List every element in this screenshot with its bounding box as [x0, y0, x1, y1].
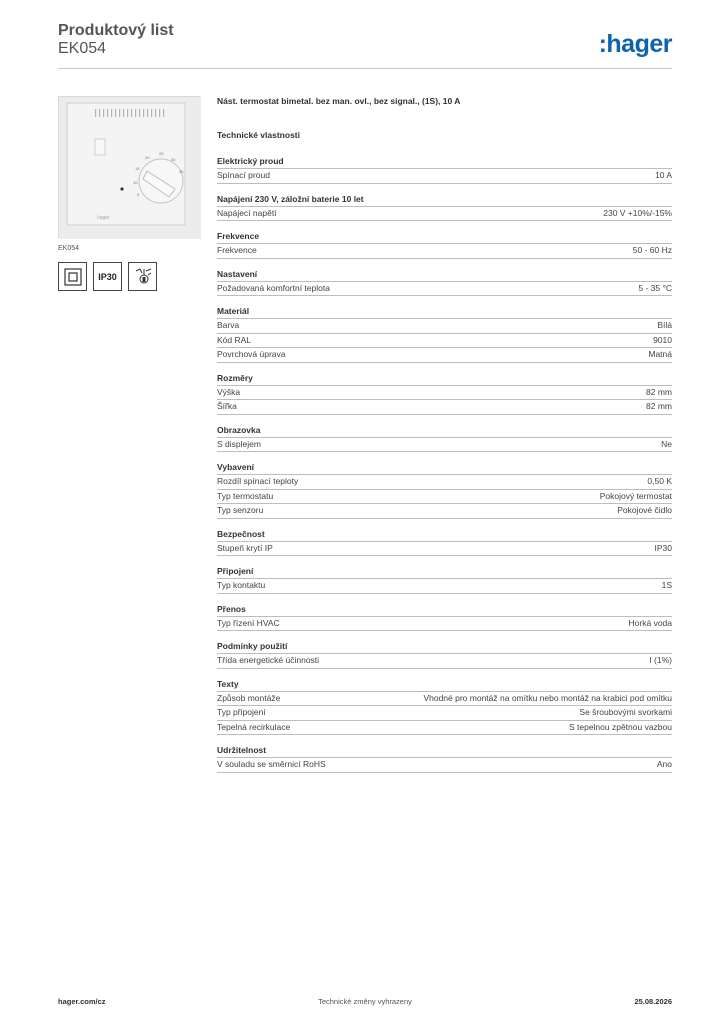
spec-row	[217, 386, 672, 401]
spec-row	[217, 207, 672, 222]
spec-label: Tepelná recirkulace	[217, 721, 291, 732]
spec-value: Horká voda	[628, 617, 672, 628]
section-heading: Technické vlastnosti	[217, 130, 300, 140]
spec-row	[217, 504, 672, 519]
spec-group	[217, 268, 672, 297]
spec-value: 82 mm	[646, 386, 672, 397]
spec-label: Frekvence	[217, 245, 257, 255]
spec-value: IP30	[654, 542, 672, 553]
spec-value: 5 - 35 °C	[638, 282, 672, 293]
class-ii-icon	[58, 262, 87, 291]
image-caption: EK054	[58, 245, 80, 252]
spec-value: S tepelnou zpětnou vazbou	[568, 721, 672, 732]
spec-group	[217, 744, 672, 773]
spec-group	[217, 640, 672, 669]
spec-row	[217, 542, 672, 557]
product-code: EK054	[58, 40, 107, 57]
spec-label: Třída energetické účinnosti	[217, 655, 320, 665]
spec-row	[217, 319, 672, 334]
spec-row	[217, 692, 672, 707]
spec-group-title: Frekvence	[217, 230, 672, 244]
spec-value: Ne	[661, 438, 672, 449]
spec-label: Typ řízení HVAC	[217, 617, 280, 628]
spec-row	[217, 169, 672, 184]
spec-value: 0,50 K	[647, 476, 672, 486]
page-header	[58, 22, 672, 70]
spec-label: Rozdíl spínací teploty	[217, 476, 299, 486]
spec-group-title: Nastavení	[217, 268, 672, 282]
spec-label: Požadovaná komfortní teplota	[217, 282, 330, 293]
spec-group	[217, 565, 672, 594]
spec-value: 230 V +10%/-15%	[603, 207, 672, 218]
page-footer	[58, 997, 672, 1009]
spec-value: Pokojový termostat	[599, 490, 672, 501]
spec-group	[217, 461, 672, 519]
spec-value: Matná	[648, 349, 672, 359]
spec-group	[217, 193, 672, 222]
certification-icons	[58, 262, 157, 291]
spec-group-title: Podmínky použití	[217, 640, 672, 654]
svg-text:hager: hager	[97, 215, 110, 221]
spec-label: Způsob montáže	[217, 692, 281, 703]
spec-group	[217, 678, 672, 736]
spec-label: Typ připojení	[217, 707, 266, 717]
spec-value: Se šroubovými svorkami	[579, 707, 672, 717]
ip30-icon: IP30	[93, 262, 122, 291]
header-divider	[58, 68, 672, 69]
spec-groups	[217, 155, 672, 773]
spec-row	[217, 490, 672, 505]
spec-label: Napájecí napětí	[217, 207, 277, 218]
spec-row	[217, 706, 672, 721]
spec-value: 82 mm	[646, 401, 672, 411]
spec-value: 50 - 60 Hz	[632, 245, 672, 255]
spec-row	[217, 617, 672, 632]
svg-text:15: 15	[135, 166, 140, 171]
spec-group	[217, 155, 672, 184]
spec-label: Šířka	[217, 401, 237, 411]
spec-label: Typ kontaktu	[217, 580, 266, 590]
spec-group-title: Napájení 230 V, záložní baterie 10 let	[217, 193, 672, 207]
spec-label: S displejem	[217, 438, 261, 449]
svg-text:10: 10	[133, 180, 138, 185]
spec-group	[217, 372, 672, 415]
footer-disclaimer: Technické změny vyhrazeny	[318, 997, 412, 1006]
spec-group-title: Připojení	[217, 565, 672, 579]
spec-label: Typ senzoru	[217, 505, 264, 515]
footer-date: 25.08.2026	[634, 997, 672, 1006]
spec-label: Spínací proud	[217, 170, 270, 180]
spec-row	[217, 348, 672, 363]
spec-label: Typ termostatu	[217, 490, 274, 501]
spec-group-title: Obrazovka	[217, 424, 672, 438]
specification-panel	[217, 96, 672, 782]
spec-label: Barva	[217, 320, 240, 330]
spec-value: I (1%)	[649, 655, 672, 665]
spec-group	[217, 305, 672, 363]
spec-label: Výška	[217, 386, 241, 397]
spec-group	[217, 603, 672, 632]
spec-row	[217, 282, 672, 297]
spec-value: Bílá	[657, 320, 672, 330]
hager-logo: :hager	[598, 30, 672, 58]
spec-row	[217, 721, 672, 736]
spec-group-title: Rozměry	[217, 372, 672, 386]
spec-group	[217, 528, 672, 557]
document-title: Produktový list	[58, 22, 174, 39]
spec-group-title: Elektrický proud	[217, 155, 672, 169]
svg-text:30: 30	[171, 157, 176, 162]
spec-group-title: Přenos	[217, 603, 672, 617]
spec-value: Vhodné pro montáž na omítku nebo montáž na krabici pod omítku	[423, 692, 672, 703]
spec-row	[217, 475, 672, 490]
spec-label: Povrchová úprava	[217, 349, 286, 359]
spec-group	[217, 230, 672, 259]
spec-group-title: Vybavení	[217, 461, 672, 475]
footer-website: hager.com/cz	[58, 997, 106, 1006]
spec-row	[217, 244, 672, 259]
spec-label: V souladu se směrnicí RoHS	[217, 759, 326, 769]
spec-group-title: Materiál	[217, 305, 672, 319]
spec-label: Kód RAL	[217, 334, 252, 345]
product-description: Nást. termostat bimetal. bez man. ovl., bez signal., (1S), 10 A	[217, 96, 461, 106]
product-image	[58, 96, 200, 238]
spec-group-title: Bezpečnost	[217, 528, 672, 542]
spec-group-title: Udržitelnost	[217, 744, 672, 758]
spec-row	[217, 400, 672, 415]
spec-value: Ano	[656, 759, 672, 769]
svg-text:20: 20	[145, 155, 150, 160]
spec-value: 9010	[653, 334, 672, 345]
spec-label: Stupeň krytí IP	[217, 542, 273, 553]
spec-row	[217, 654, 672, 669]
spec-group-title: Texty	[217, 678, 672, 692]
spec-value: 1S	[661, 580, 672, 590]
spec-value: Pokojové čidlo	[617, 505, 672, 515]
spec-row	[217, 758, 672, 773]
thermostat-illustration	[59, 97, 201, 239]
spec-row	[217, 334, 672, 349]
spec-row	[217, 438, 672, 453]
svg-text:5: 5	[137, 192, 140, 197]
svg-text:25: 25	[159, 151, 164, 156]
spec-group	[217, 424, 672, 453]
svg-text:35: 35	[179, 169, 184, 174]
spec-value: 10 A	[654, 170, 672, 180]
spec-row	[217, 579, 672, 594]
thermostat-symbol-icon	[128, 262, 157, 291]
